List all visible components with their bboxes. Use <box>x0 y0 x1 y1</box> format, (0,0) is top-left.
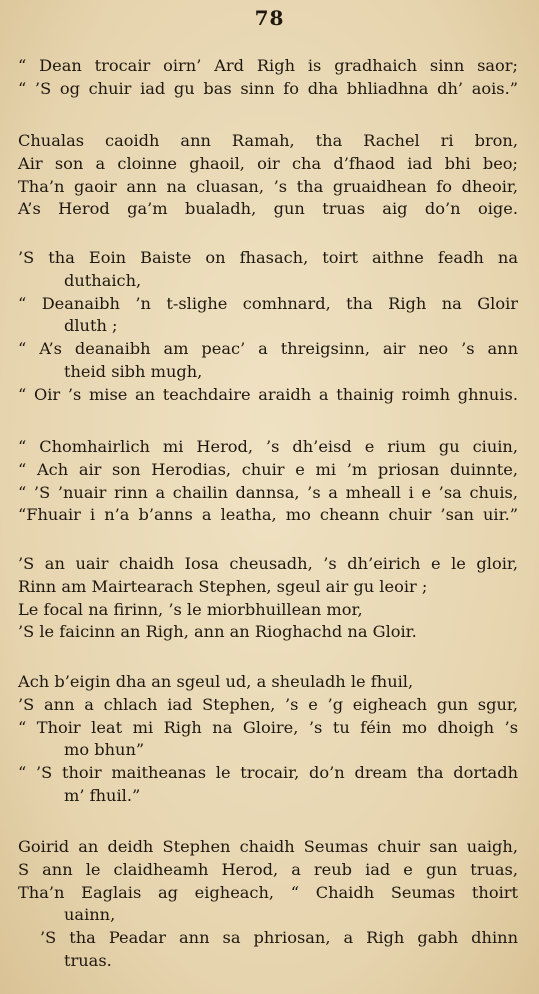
verse-line-continuation: theid sibh mugh, <box>64 361 203 381</box>
verse-line: “ Dean trocair oirn’ Ard Righ is gradhaich sinn saor; <box>18 56 518 75</box>
verse-line: “ Thoir leat mi Righ na Gloire, ’s tu féin mo dhoigh ’s <box>18 717 518 737</box>
verse-line: Le focal na firinn, ’s le miorbhuillean mor, <box>18 599 363 619</box>
verse-line: “ Ach air son Herodias, chuir e mi ’m priosan duinnte, <box>18 459 518 479</box>
stanza-3 <box>18 247 518 407</box>
stanza-6 <box>18 671 518 808</box>
verse-line: Rinn am Mairtearach Stephen, sgeul air gu leoir ; <box>18 576 428 596</box>
verse-line-continuation: uainn, <box>64 905 116 925</box>
verse-line: “ Deanaibh ’n t-slighe comhnard, tha Righ na Gloir <box>18 293 518 313</box>
verse-line: Chualas caoidh ann Ramah, tha Rachel ri bron, <box>18 131 518 150</box>
verse-line: S ann le claidheamh Herod, a reub iad e gun truas, <box>18 859 518 879</box>
verse-line: “ Chomhairlich mi Herod, ’s dh’eisd e rium gu ciuin, <box>18 437 518 456</box>
verse-line: “ A’s deanaibh am peac’ a threigsinn, air neo ’s ann <box>18 339 518 359</box>
verse-line: “ ’S og chuir iad gu bas sinn fo dha bhliadhna dh’ aois.” <box>18 78 518 98</box>
stanza-7 <box>18 836 518 973</box>
verse-line: ’S tha Eoin Baiste on fhasach, toirt aithne feadh na <box>18 248 518 267</box>
verse-line: ’S an uair chaidh Iosa cheusadh, ’s dh’eirich e le gloir, <box>18 554 518 573</box>
verse-line-continuation: truas. <box>64 950 112 970</box>
verse-line: “ Oir ’s mise an teachdaire araidh a thainig roimh ghnuis. <box>18 384 518 404</box>
verse-line-continuation: duthaich, <box>64 270 142 290</box>
verse-line: “ ’S ’nuair rinn a chailin dannsa, ’s a mheall i e ’sa chuis, <box>18 482 518 502</box>
verse-line: “ ’S thoir maitheanas le trocair, do’n dream tha dortadh <box>18 763 518 783</box>
verse-line: ’S tha Peadar ann sa phriosan, a Righ gabh dhinn <box>40 928 518 948</box>
verse-line-continuation: m’ fhuil.” <box>64 785 141 805</box>
verse-line: ’S le faicinn an Righ, ann an Rioghachd na Gloir. <box>18 622 417 642</box>
verse-line-continuation: dluth ; <box>64 316 118 336</box>
verse-line: Goirid an deidh Stephen chaidh Seumas chuir san uaigh, <box>18 837 518 856</box>
verse-line: Tha’n gaoir ann na cluasan, ’s tha gruaidhean fo dheoir, <box>18 176 518 196</box>
page-number: 78 <box>254 6 285 30</box>
stanza-2 <box>18 130 518 221</box>
verse-line: ’S ann a chlach iad Stephen, ’s e ’g eigheach gun sgur, <box>18 694 518 714</box>
verse-line-continuation: mo bhun” <box>64 740 145 760</box>
verse-line: A’s Herod ga’m bualadh, gun truas aig do’n oige. <box>18 199 518 219</box>
verse-line: Ach b’eigin dha an sgeul ud, a sheuladh le fhuil, <box>18 672 414 691</box>
verse-line: “Fhuair i n’a b’anns a leatha, mo cheann chuir ’san uir.” <box>18 505 518 525</box>
stanza-1 <box>18 55 518 101</box>
verse-line: Tha’n Eaglais ag eigheach, “ Chaidh Seumas thoirt <box>18 882 518 902</box>
stanza-4 <box>18 436 518 527</box>
verse-line: Air son a cloinne ghaoil, oir cha d’fhaod iad bhi beo; <box>18 153 518 173</box>
stanza-5 <box>18 553 518 644</box>
